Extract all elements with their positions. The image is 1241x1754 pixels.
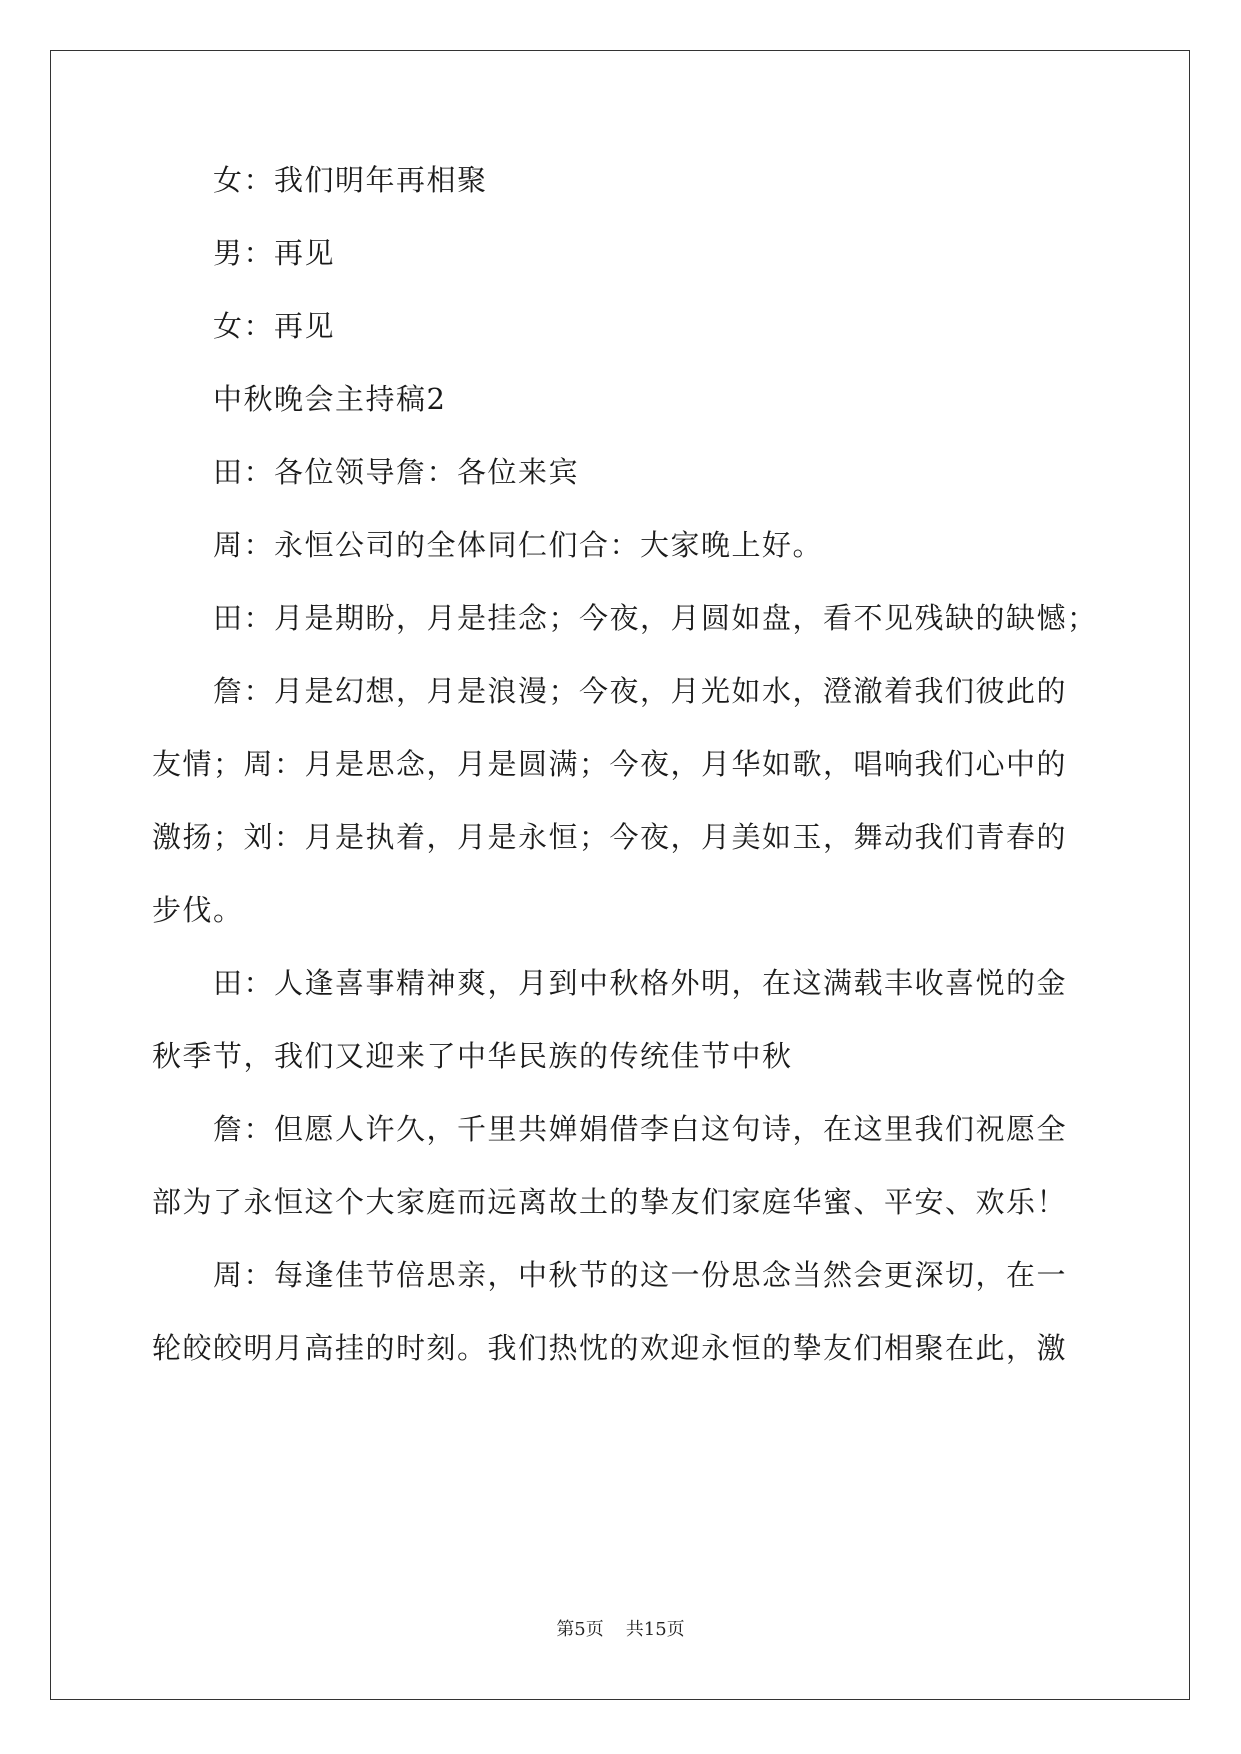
text-line: 轮皎皎明月高挂的时刻。我们热忱的欢迎永恒的挚友们相聚在此，激 [152, 1331, 1068, 1365]
text-line: 女：再见 [152, 309, 336, 343]
text-line: 詹：月是幻想，月是浪漫；今夜，月光如水，澄澈着我们彼此的 [152, 674, 1068, 708]
text-line: 田：各位领导詹：各位来宾 [152, 455, 580, 489]
page-footer [0, 1618, 1241, 1642]
page-number: 第5页 [556, 1619, 604, 1640]
text-line: 詹：但愿人许久，千里共婵娟借李白这句诗，在这里我们祝愿全 [152, 1112, 1068, 1146]
page-border [50, 50, 1190, 1700]
text-line: 部为了永恒这个大家庭而远离故土的挚友们家庭华蜜、平安、欢乐！ [152, 1185, 1068, 1219]
text-line: 步伐。 [152, 893, 244, 927]
text-line: 女：我们明年再相聚 [152, 163, 488, 197]
text-line: 周：永恒公司的全体同仁们合：大家晚上好。 [152, 528, 824, 562]
text-line: 田：人逢喜事精神爽，月到中秋格外明，在这满载丰收喜悦的金 [152, 966, 1068, 1000]
text-line: 激扬；刘：月是执着，月是永恒；今夜，月美如玉，舞动我们青春的 [152, 820, 1068, 854]
text-line: 田：月是期盼，月是挂念；今夜，月圆如盘，看不见残缺的缺憾； [152, 601, 1098, 635]
text-line: 周：每逢佳节倍思亲，中秋节的这一份思念当然会更深切，在一 [152, 1258, 1068, 1292]
text-line: 男：再见 [152, 236, 336, 270]
text-line: 秋季节，我们又迎来了中华民族的传统佳节中秋 [152, 1039, 793, 1073]
page-total: 共15页 [625, 1619, 685, 1640]
text-line: 友情；周：月是思念，月是圆满；今夜，月华如歌，唱响我们心中的 [152, 747, 1068, 781]
section-heading: 中秋晚会主持稿2 [152, 382, 447, 416]
